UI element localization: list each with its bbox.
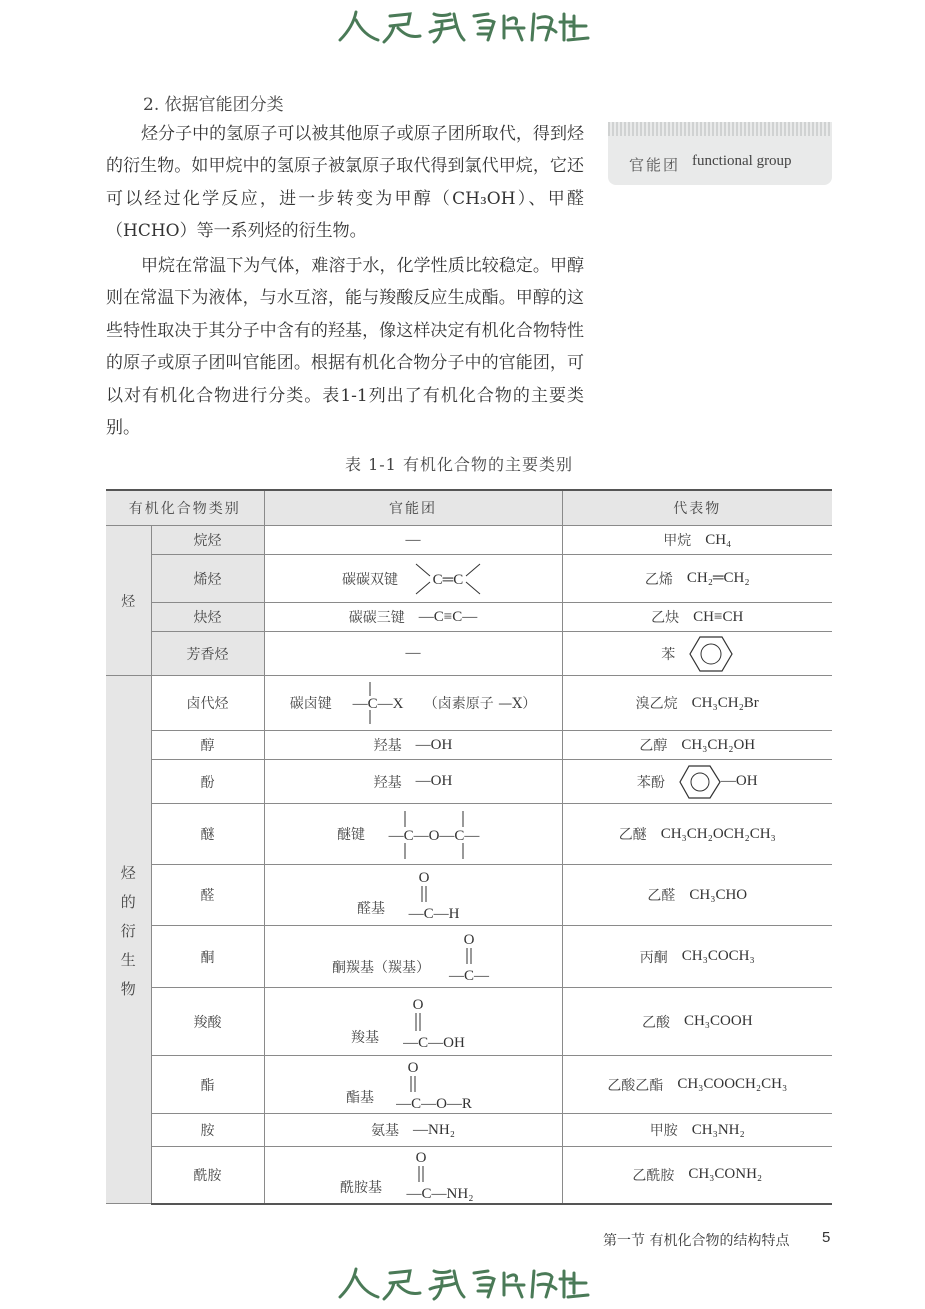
table-row	[106, 988, 832, 1056]
amide-structure	[396, 1148, 486, 1202]
svg-text:C═C: C═C	[432, 571, 464, 588]
class-cell: 羧酸	[151, 988, 264, 1056]
fg-cell: 酰胺基 O —C—NH₂	[264, 1147, 562, 1204]
rep-cell: 甲烷 CH₄	[562, 526, 832, 555]
class-cell: 酚	[151, 760, 264, 804]
class-cell: 醚	[151, 804, 264, 865]
table-row	[106, 865, 832, 926]
paragraph-1: 烃分子中的氢原子可以被其他原子或原子团所取代，得到烃的衍生物。如甲烷中的氢原子被氯原子取代得到氯代甲烷，它还可以经过化学反应，进一步转变为甲醇（CH₃OH）、甲醛（HCHO）等一系列烃的衍生物。	[106, 124, 584, 242]
rep-cell: 苯	[562, 632, 832, 676]
class-cell: 酰胺	[151, 1147, 264, 1204]
svg-text:O: O	[415, 1149, 427, 1166]
carbon-halogen-structure	[346, 678, 410, 728]
header-representative: 代表物	[562, 490, 832, 526]
ether-structure	[379, 807, 489, 861]
alkene-group-structure	[412, 560, 484, 598]
table-header-row	[106, 490, 832, 526]
carboxyl-structure	[393, 993, 475, 1051]
rep-cell: 乙烯 CH₂═CH₂	[562, 555, 832, 603]
svg-text:—C—NH₂: —C—NH₂	[406, 1185, 474, 1202]
sidenote-english: functional group	[692, 153, 792, 169]
svg-text:—C—H: —C—H	[408, 906, 460, 922]
svg-text:O: O	[407, 1059, 419, 1076]
fg-cell: 羟基 —OH	[264, 731, 562, 760]
publisher-logo	[338, 6, 590, 46]
publisher-logo-bottom	[338, 1263, 590, 1303]
fg-cell: 氨基 —NH₂	[264, 1114, 562, 1147]
svg-text:O: O	[418, 870, 430, 886]
paragraph-2: 甲烷在常温下为气体，难溶于水，化学性质比较稳定。甲醇则在常温下为液体，与水互溶，能与羧酸反应生成酯。甲醇的这些特性取决于其分子中含有的羟基，像这样决定有机化合物特性的原子或原子团叫官能团。根据有机化合物分子中的官能团，可以对有机化合物进行分类。表1-1列出了有机化合物的主要类别。	[106, 256, 584, 439]
rep-cell: 乙醚 CH₃CH₂OCH₂CH₃	[562, 804, 832, 865]
fg-cell: 酮羰基（羰基） O —C—	[264, 926, 562, 988]
class-cell: 醇	[151, 731, 264, 760]
svg-text:—C—OH: —C—OH	[403, 1034, 465, 1051]
rep-cell: 乙炔 CH≡CH	[562, 603, 832, 632]
rep-cell: 溴乙烷 CH₃CH₂Br	[562, 676, 832, 731]
rep-cell: 乙酸乙酯 CH₃COOCH₂CH₃	[562, 1056, 832, 1114]
fg-cell: 醚键 —C—O—C—	[264, 804, 562, 865]
sidenote-stripe	[608, 122, 832, 136]
fg-cell: 羟基 —OH	[264, 760, 562, 804]
svg-text:—C—O—R: —C—O—R	[396, 1095, 472, 1112]
fg-cell: —	[264, 632, 562, 676]
class-cell: 烯烃	[151, 555, 264, 603]
svg-text:—C—: —C—	[448, 967, 490, 984]
fg-cell: 羧基 O —C—OH	[264, 988, 562, 1056]
table-row	[106, 1147, 832, 1204]
class-cell: 酯	[151, 1056, 264, 1114]
group-hydrocarbon: 烃	[106, 526, 151, 676]
svg-text:O: O	[463, 931, 475, 948]
header-functional-group: 官能团	[264, 490, 562, 526]
class-cell: 烷烃	[151, 526, 264, 555]
sidenote-box	[608, 122, 832, 185]
rep-cell: 乙酰胺 CH₃CONH₂	[562, 1147, 832, 1204]
table-row	[106, 760, 832, 804]
table-row	[106, 555, 832, 603]
footer-section-title: 第一节 有机化合物的结构特点	[603, 1233, 790, 1249]
class-cell: 炔烃	[151, 603, 264, 632]
class-cell: 芳香烃	[151, 632, 264, 676]
ester-structure	[388, 1058, 480, 1112]
class-cell: 酮	[151, 926, 264, 988]
fg-cell: 酯基 O —C—O—R	[264, 1056, 562, 1114]
fg-cell: —	[264, 526, 562, 555]
rep-cell: 乙醛 CH₃CHO	[562, 865, 832, 926]
table-row	[106, 526, 832, 555]
rep-cell: 乙酸 CH₃COOH	[562, 988, 832, 1056]
table-row	[106, 603, 832, 632]
benzene-ring-icon	[689, 635, 733, 673]
table-row	[106, 1056, 832, 1114]
table-row	[106, 926, 832, 988]
class-cell: 胺	[151, 1114, 264, 1147]
phenol-ring-icon	[679, 764, 721, 800]
table-row	[106, 731, 832, 760]
page-number: 5	[822, 1229, 831, 1246]
rep-cell: 乙醇 CH₃CH₂OH	[562, 731, 832, 760]
table-row	[106, 1114, 832, 1147]
organic-classes-table	[106, 489, 832, 1205]
class-cell: 醛	[151, 865, 264, 926]
class-cell: 卤代烃	[151, 676, 264, 731]
group-derivatives: 烃的衍生物	[106, 676, 151, 1204]
fg-cell: 碳碳三键 —C≡C—	[264, 603, 562, 632]
sidenote-chinese: 官能团	[629, 156, 681, 174]
rep-cell: 甲胺 CH₃NH₂	[562, 1114, 832, 1147]
table-row	[106, 804, 832, 865]
table-row	[106, 632, 832, 676]
svg-text:—C—X: —C—X	[352, 696, 404, 712]
svg-text:O: O	[412, 996, 424, 1013]
fg-cell: 碳卤键 —C—X （卤素原子 —X）	[264, 676, 562, 731]
svg-text:—C—O—C—: —C—O—C—	[388, 828, 480, 844]
rep-cell: 苯酚 —OH	[562, 760, 832, 804]
fg-cell: 碳碳双键 C═C	[264, 555, 562, 603]
aldehyde-structure	[399, 868, 469, 922]
table-caption: 表 1-1 有机化合物的主要类别	[345, 455, 573, 474]
header-class: 有机化合物类别	[106, 490, 264, 526]
table-row	[106, 676, 832, 731]
rep-cell: 丙酮 CH₃COCH₃	[562, 926, 832, 988]
ketone-structure	[444, 930, 494, 984]
fg-cell: 醛基 O —C—H	[264, 865, 562, 926]
section-heading: 2. 依据官能团分类	[143, 95, 284, 115]
